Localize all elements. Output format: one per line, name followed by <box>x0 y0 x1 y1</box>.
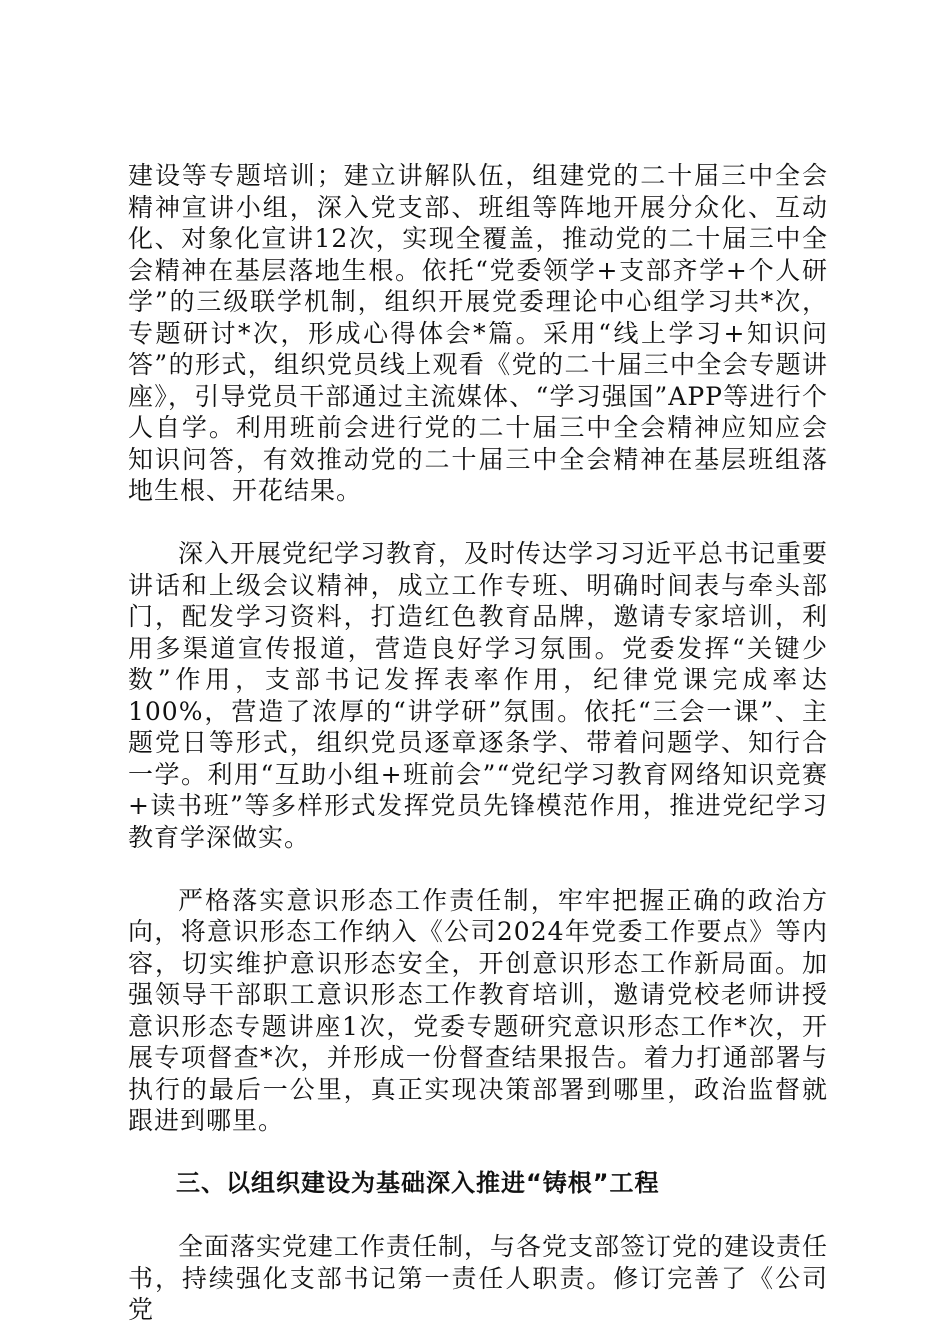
document-body <box>128 160 828 1326</box>
paragraph-continued-training: 建设等专题培训；建立讲解队伍，组建党的二十届三中全会精神宣讲小组，深入党支部、班组等阵地开展分众化、互动化、对象化宣讲12次，实现全覆盖，推动党的二十届三中全会精神在基层落地生根。依托“党委领学+支部齐学+个人研学”的三级联学机制，组织开展党委理论中心组学习共*次，专题研讨*次，形成心得体会*篇。采用“线上学习+知识问答”的形式，组织党员线上观看《党的二十届三中全会专题讲座》，引导党员干部通过主流媒体、“学习强国”APP等进行个人自学。利用班前会进行党的二十届三中全会精神应知应会知识问答，有效推动党的二十届三中全会精神在基层班组落地生根、开花结果。 <box>128 161 828 505</box>
section-heading: 三、以组织建设为基础深入推进“铸根”工程 <box>176 1169 660 1197</box>
paragraph-organization-building: 全面落实党建工作责任制，与各党支部签订党的建设责任书，持续强化支部书记第一责任人职责。修订完善了《公司党 <box>128 1232 829 1324</box>
paragraph-ideology-responsibility: 严格落实意识形态工作责任制，牢牢把握正确的政治方向，将意识形态工作纳入《公司2024年党委工作要点》等内容，切实维护意识形态安全，开创意识形态工作新局面。加强领导干部职工意识形态工作教育培训，邀请党校老师讲授意识形态专题讲座1次，党委专题研究意识形态工作*次，开展专项督查*次，并形成一份督查结果报告。着力打通部署与执行的最后一公里，真正实现决策部署到哪里，政治监督就跟进到哪里。 <box>128 885 828 1135</box>
paragraph-party-discipline-education: 深入开展党纪学习教育，及时传达学习习近平总书记重要讲话和上级会议精神，成立工作专班、明确时间表与牵头部门，配发学习资料，打造红色教育品牌，邀请专家培训，利用多渠道宣传报道，营造良好学习氛围。党委发挥“关键少数”作用，支部书记发挥表率作用，纪律党课完成率达100%，营造了浓厚的“讲学研”氛围。依托“三会一课”、主题党日等形式，组织党员逐章逐条学、带着问题学、知行合一学。利用“互助小组+班前会”“党纪学习教育网络知识竞赛+读书班”等多样形式发挥党员先锋模范作用，推进党纪学习教育学深做实。 <box>128 539 829 852</box>
